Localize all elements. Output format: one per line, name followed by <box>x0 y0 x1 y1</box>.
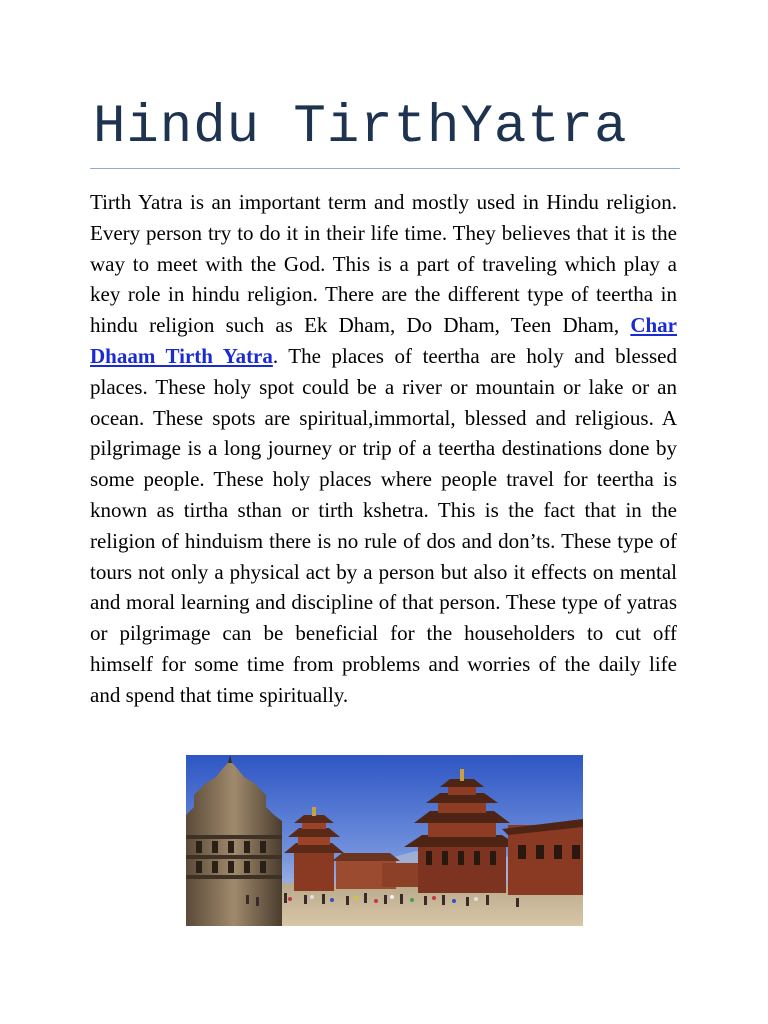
paragraph-text-before-link: Tirth Yatra is an important term and mostly used in Hindu religion. Every person try to do it in their life time. They believes that it is the way to meet with the God. This is a part of traveling which play a key role in hindu religion. There are the different type of teertha in hindu religion such as Ek Dham, Do Dham, Teen Dham, <box>90 190 677 338</box>
char-dhaam-link[interactable]: Char Dhaam Tirth Yatra <box>90 313 677 368</box>
temple-square-photo <box>186 755 583 926</box>
title-divider <box>90 168 680 169</box>
paragraph-text-after-link: . The places of teertha are holy and blessed places. These holy spot could be a river or mountain or lake or an ocean. These spots are spiritual,immortal, blessed and religious. A pilgrimage is a long journey or trip of a teertha destinations done by some people. These holy places where people travel for teertha is known as tirtha sthan or tirth kshetra. This is the fact that in the religion of hinduism there is no rule of dos and don’ts. These type of tours not only a physical act by a person but also it effects on mental and moral learning and discipline of that person. These type of yatras or pilgrimage can be beneficial for the householders to cut off himself for some time from problems and worries of the daily life and spend that time spiritually. <box>90 343 677 707</box>
document-title: Hindu TirthYatra <box>93 97 628 158</box>
body-paragraph <box>90 187 677 711</box>
